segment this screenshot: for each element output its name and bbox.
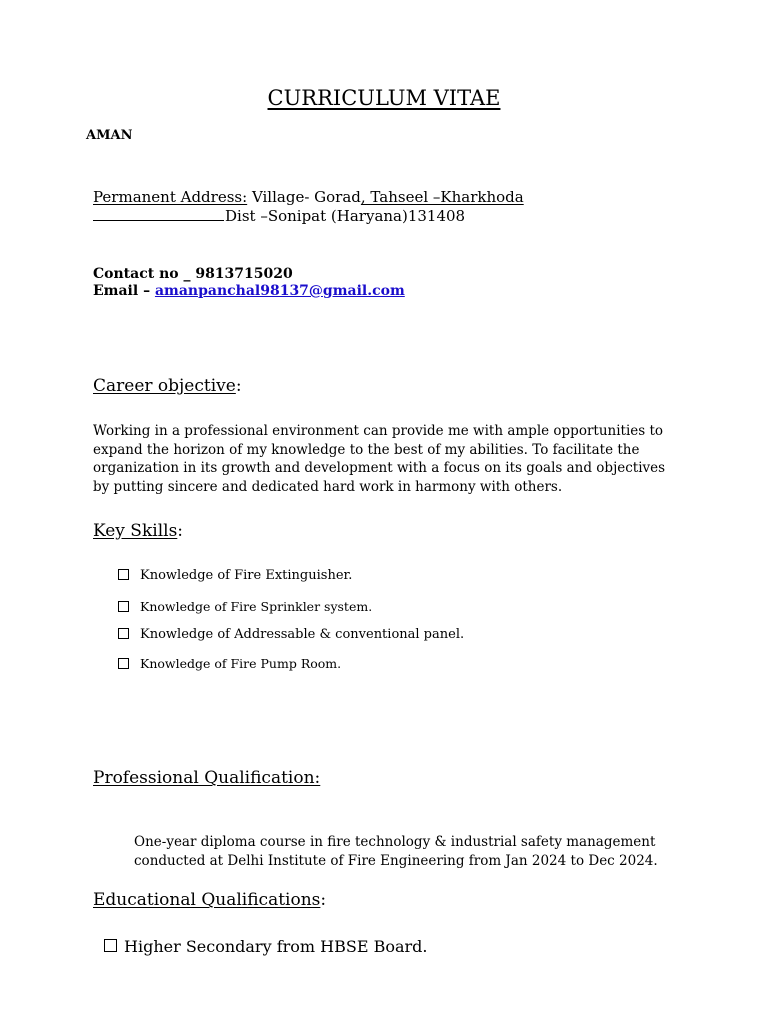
- skills-heading-colon: :: [177, 521, 184, 541]
- contact-number: Contact no _ 9813715020: [93, 266, 293, 282]
- skill-text: Knowledge of Fire Pump Room.: [140, 656, 342, 671]
- skill-text: Knowledge of Fire Sprinkler system.: [140, 599, 373, 614]
- address-tahseel: , Tahseel –Kharkhoda: [360, 188, 524, 206]
- checkbox-icon: [118, 628, 129, 639]
- checkbox-icon: [118, 658, 129, 669]
- skill-item: [118, 599, 372, 614]
- email-row: [93, 283, 405, 299]
- address-line-1: [93, 188, 524, 206]
- skill-item: [118, 627, 464, 642]
- email-label: Email –: [93, 283, 155, 299]
- address-village: Village- Gorad: [247, 188, 361, 206]
- career-heading-colon: :: [235, 376, 242, 396]
- skills-heading-text: Key Skills: [93, 521, 178, 541]
- address-line-2: [93, 207, 465, 225]
- skill-item: [118, 656, 341, 671]
- address-indent-line: [93, 219, 224, 221]
- address-district: Dist –Sonipat (Haryana)131408: [225, 207, 466, 225]
- page-title: CURRICULUM VITAE: [267, 86, 501, 110]
- skill-text: Knowledge of Fire Extinguisher.: [140, 568, 353, 583]
- career-objective-heading: [93, 376, 242, 396]
- professional-qualification-text: One-year diploma course in fire technology & industrial safety management conducted at Delhi Institute of Fire Engineering from Jan 2024 to Dec 2024.: [134, 834, 658, 869]
- skill-item: [118, 568, 352, 583]
- checkbox-icon: [118, 601, 129, 612]
- career-objective-text: Working in a professional environment can provide me with ample opportunities to expand the horizon of my knowledge to the best of my abilities. To facilitate the organization in its growth and development with a focus on its goals and objectives by putting sincere and dedicated hard work in harmony with others.: [93, 423, 666, 495]
- address-label: Permanent Address:: [93, 188, 248, 206]
- educational-qualifications-heading: [93, 890, 326, 910]
- email-link[interactable]: amanpanchal98137@gmail.com: [154, 283, 405, 299]
- candidate-name: AMAN: [86, 128, 133, 143]
- professional-qualification-heading: Professional Qualification:: [93, 768, 321, 788]
- checkbox-icon: [118, 569, 129, 580]
- key-skills-heading: [93, 521, 183, 541]
- career-heading-text: Career objective: [93, 376, 236, 396]
- education-heading-text: Educational Qualifications: [93, 890, 321, 910]
- education-text: Higher Secondary from HBSE Board.: [124, 937, 428, 956]
- skill-text: Knowledge of Addressable & conventional panel.: [140, 627, 465, 642]
- education-heading-colon: :: [320, 890, 327, 910]
- checkbox-icon: [104, 939, 117, 952]
- education-item: [104, 937, 428, 956]
